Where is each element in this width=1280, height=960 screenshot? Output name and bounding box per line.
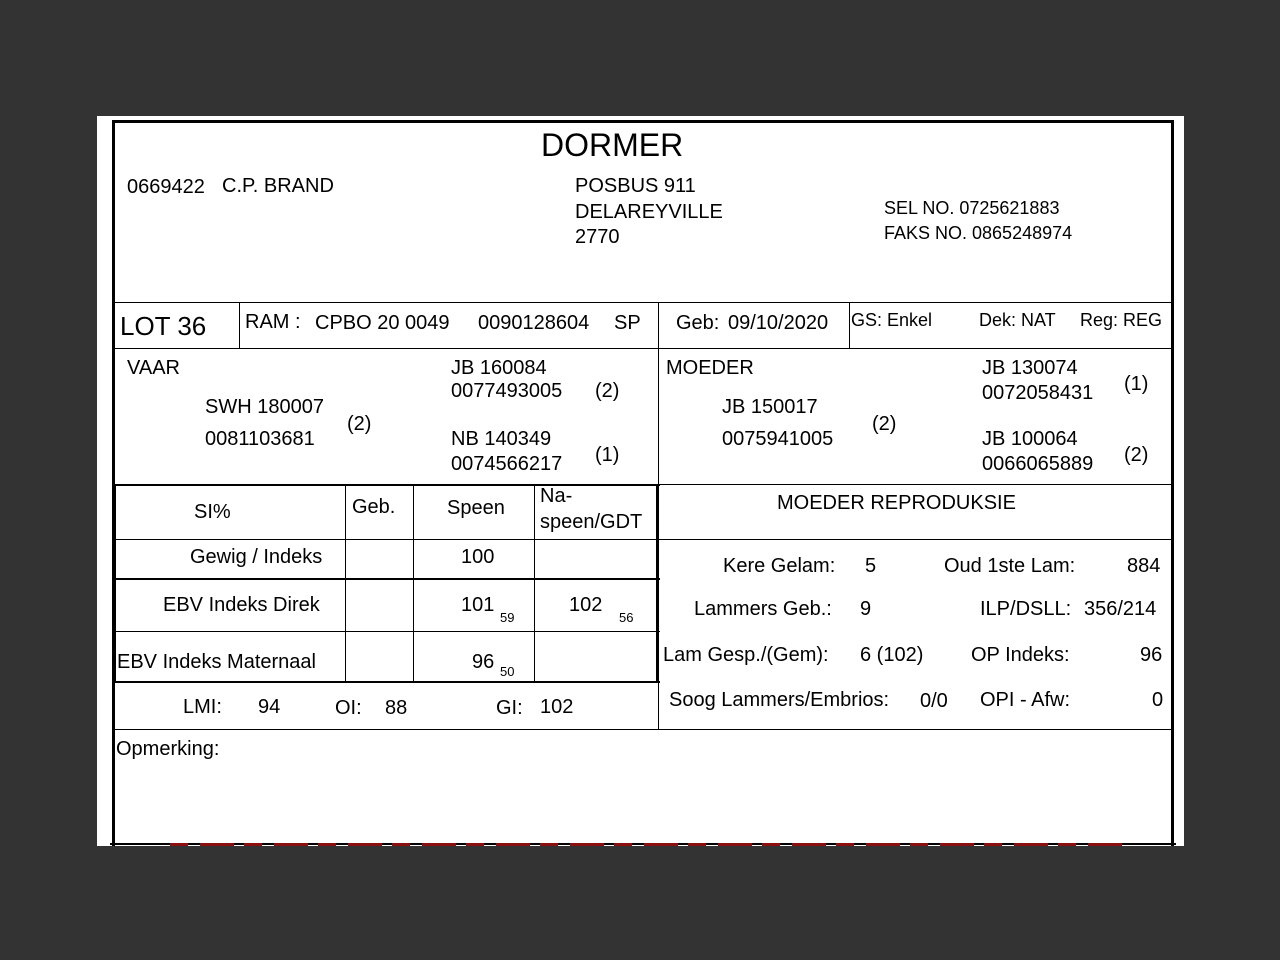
dam-grand-dam-reg: 0066065889 bbox=[982, 453, 1094, 475]
breed-title: DORMER bbox=[541, 127, 684, 163]
lambs-born-value: 9 bbox=[860, 598, 872, 620]
sire-grand-sire-reg: 0077493005 bbox=[451, 380, 563, 402]
rule-repro-title-bottom bbox=[658, 539, 1172, 540]
sire-grand-dam-id: NB 140349 bbox=[451, 428, 552, 450]
lmi-label: LMI: bbox=[183, 696, 222, 718]
oi-value: 88 bbox=[385, 697, 408, 719]
born-label: Geb: bbox=[676, 312, 720, 334]
fax-number: FAKS NO. 0865248974 bbox=[884, 223, 1073, 243]
rule-si-col1 bbox=[345, 484, 346, 681]
lambs-weaned-label: Lam Gesp./(Gem): bbox=[663, 644, 829, 666]
geb-header: Geb. bbox=[352, 496, 396, 518]
ilp-label: ILP/DSLL: bbox=[980, 598, 1072, 620]
lot-number: LOT 36 bbox=[120, 311, 207, 341]
rule-pedigree-bottom-right bbox=[658, 484, 1172, 485]
oi-label: OI: bbox=[335, 697, 362, 719]
ram-code: SP bbox=[614, 312, 641, 334]
dam-label: MOEDER bbox=[666, 357, 754, 379]
naspeen-header-line2: speen/GDT bbox=[540, 511, 643, 533]
lambs-born-label: Lammers Geb.: bbox=[694, 598, 832, 620]
row-maternal-label: EBV Indeks Maternaal bbox=[117, 651, 316, 673]
opi-dev-value: 0 bbox=[1152, 689, 1164, 711]
speen-header: Speen bbox=[447, 497, 505, 519]
rule-si-col3 bbox=[534, 484, 535, 681]
first-lamb-age-label: Oud 1ste Lam: bbox=[944, 555, 1076, 577]
row-direct-naspeen-accuracy: 56 bbox=[619, 610, 634, 625]
ram-label: RAM : bbox=[245, 311, 301, 333]
cell-number: SEL NO. 0725621883 bbox=[884, 198, 1060, 218]
lmi-value: 94 bbox=[258, 696, 281, 718]
sire-label: VAAR bbox=[127, 357, 180, 379]
address-line-3: 2770 bbox=[575, 226, 620, 248]
sire-grand-sire-id: JB 160084 bbox=[451, 357, 547, 379]
remarks-label: Opmerking: bbox=[116, 738, 220, 760]
si-header: SI% bbox=[194, 501, 231, 523]
row-direct-naspeen: 102 bbox=[569, 594, 603, 616]
breeder-name: C.P. BRAND bbox=[222, 175, 334, 197]
suckling-value: 0/0 bbox=[920, 690, 948, 712]
rule-si-row3-bottom bbox=[114, 681, 660, 683]
dek-value: Dek: NAT bbox=[979, 310, 1056, 330]
dam-grand-dam-count: (2) bbox=[1124, 444, 1149, 466]
rule-center-divider bbox=[658, 302, 659, 729]
sire-grand-dam-count: (1) bbox=[595, 444, 620, 466]
rule-index-bottom bbox=[114, 729, 1172, 730]
dam-grand-sire-reg: 0072058431 bbox=[982, 382, 1094, 404]
cut-off-text-fragment bbox=[170, 843, 1130, 846]
dam-id: JB 150017 bbox=[722, 396, 818, 418]
sire-grand-dam-reg: 0074566217 bbox=[451, 453, 563, 475]
gs-value: GS: Enkel bbox=[851, 310, 933, 330]
dam-grand-sire-count: (1) bbox=[1124, 373, 1149, 395]
reg-value: Reg: REG bbox=[1080, 310, 1163, 330]
rule-header-bottom bbox=[114, 302, 1172, 303]
repro-title: MOEDER REPRODUKSIE bbox=[777, 492, 1016, 514]
opi-dev-label: OPI - Afw: bbox=[980, 689, 1071, 711]
rule-lot-divider bbox=[239, 302, 240, 348]
born-date: 09/10/2020 bbox=[728, 312, 829, 334]
lambs-weaned-value: 6 (102) bbox=[860, 644, 924, 666]
dam-grand-sire-id: JB 130074 bbox=[982, 357, 1078, 379]
rule-si-col2 bbox=[413, 484, 414, 681]
row-direct-label: EBV Indeks Direk bbox=[163, 594, 320, 616]
rule-si-left bbox=[114, 484, 116, 682]
row-maternal-speen-accuracy: 50 bbox=[500, 664, 515, 679]
dam-grand-dam-id: JB 100064 bbox=[982, 428, 1078, 450]
dam-reg: 0075941005 bbox=[722, 428, 834, 450]
rule-si-right bbox=[656, 484, 658, 682]
rule-lot-bottom bbox=[114, 348, 1172, 349]
gi-value: 102 bbox=[540, 696, 574, 718]
sire-grand-sire-count: (2) bbox=[595, 380, 620, 402]
rule-pedigree-bottom-left bbox=[114, 484, 660, 486]
address-line-1: POSBUS 911 bbox=[575, 175, 696, 197]
row-direct-speen-accuracy: 59 bbox=[500, 610, 515, 625]
row-maternal-speen: 96 bbox=[472, 651, 495, 673]
sire-count: (2) bbox=[347, 413, 372, 435]
first-lamb-age-value: 884 bbox=[1127, 555, 1161, 577]
times-lambed-value: 5 bbox=[865, 555, 877, 577]
ram-id: CPBO 20 0049 bbox=[315, 312, 450, 334]
address-line-2: DELAREYVILLE bbox=[575, 201, 723, 223]
suckling-label: Soog Lammers/Embrios: bbox=[669, 689, 890, 711]
gi-label: GI: bbox=[496, 697, 523, 719]
row-weight-speen: 100 bbox=[461, 546, 495, 568]
op-index-label: OP Indeks: bbox=[971, 644, 1070, 666]
row-weight-label: Gewig / Indeks bbox=[190, 546, 323, 568]
times-lambed-label: Kere Gelam: bbox=[723, 555, 836, 577]
dam-count: (2) bbox=[872, 413, 897, 435]
rule-si-header-bottom bbox=[114, 539, 660, 540]
naspeen-header-line1: Na- bbox=[540, 485, 573, 507]
ilp-value: 356/214 bbox=[1084, 598, 1157, 620]
row-direct-speen: 101 bbox=[461, 594, 495, 616]
sire-reg: 0081103681 bbox=[205, 428, 315, 450]
rule-si-row2-bottom bbox=[114, 631, 660, 632]
ram-reg: 0090128604 bbox=[478, 312, 590, 334]
sire-id: SWH 180007 bbox=[205, 396, 324, 418]
breeder-number: 0669422 bbox=[127, 176, 205, 198]
rule-si-row1-bottom bbox=[114, 578, 660, 580]
rule-born-divider bbox=[849, 302, 850, 348]
op-index-value: 96 bbox=[1140, 644, 1163, 666]
